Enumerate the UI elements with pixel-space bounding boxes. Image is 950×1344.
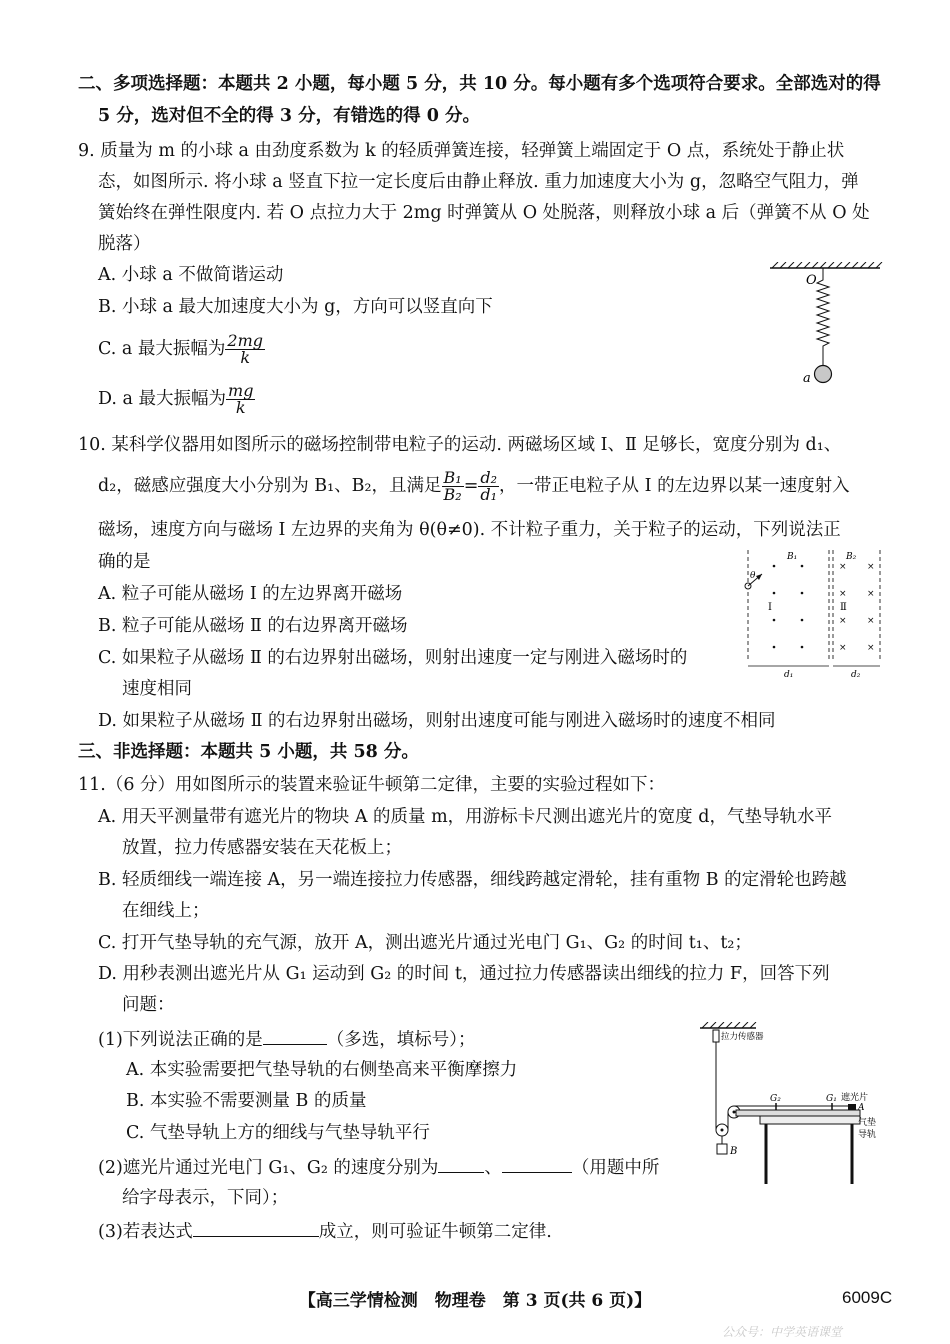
q11-step-d-line2: 问题： [122,995,175,1015]
q11-part2-text-b: （用题中所 [571,1158,660,1178]
q11-step-a-line2: 放置，拉力传感器安装在天花板上； [122,838,402,858]
table-top [760,1116,860,1124]
q11-step-a-line1: A. 用天平测量带有遮光片的物块 A 的质量 m，用游标卡尺测出遮光片的宽度 d，气垫导轨水平 [98,807,832,827]
page-footer: 【高三学情检测 物理卷 第 3 页(共 6 页)】 [298,1291,652,1311]
spring-coil [817,268,829,366]
q9-stem-line4: 脱落） [98,234,151,254]
q10-stem-line3: 磁场，速度方向与磁场 Ⅰ 左边界的夹角为 θ(θ≠0). 不计粒子重力，关于粒子的运动，下列说法正 [98,520,841,540]
q10-stem-line1: 10. 某科学仪器用如图所示的磁场控制带电粒子的运动. 两磁场区域 Ⅰ、Ⅱ 足够长，宽度分别为 d₁、 [78,435,842,455]
q9-option-c-fraction [225,333,265,366]
q11-part3-text-a: (3)若表达式 [98,1222,193,1242]
label-rail-1: 气垫 [858,1118,877,1128]
field1-dots [773,565,804,649]
q11-part1 [98,1026,476,1052]
q10-magnetic-field-figure [742,548,884,680]
watermark: 公众号：中学英语课堂 [722,1325,843,1339]
q11-step-c: C. 打开气垫导轨的充气源，放开 A，测出遮光片通过光电门 G₁、G₂ 的时间 t₁、t₂； [98,933,752,953]
svg-text:×: × [867,589,875,599]
q9-stem-line3: 簧始终在弹性限度内. 若 O 点拉力大于 2mg 时弹簧从 O 处脱落，则释放小球 a 后（弹簧不从 O 处 [98,203,870,223]
q11-part2-blank-2[interactable] [502,1154,572,1173]
q9-d-denominator: k [235,398,246,417]
ceiling-hatch [702,1022,756,1028]
q9-option-a: A. 小球 a 不做简谐运动 [98,265,284,285]
fig-label-o: O [806,273,817,288]
q9-c-numerator: 2mg [227,331,263,350]
q9-stem-line2: 态，如图所示. 将小球 a 竖直下拉一定长度后由静止释放. 重力加速度大小为 g，忽略空气阻力，弹 [98,172,859,192]
q10-stem-line2 [98,466,850,506]
section3-title: 三、非选择题：本题共 5 小题，共 58 分。 [78,742,419,762]
q10-option-c-line2: 速度相同 [122,679,192,699]
weight-b [717,1144,727,1154]
q9-option-c-label: C. a 最大振幅为 [98,339,226,359]
q9-option-b: B. 小球 a 最大加速度大小为 g，方向可以竖直向下 [98,297,493,317]
q9-option-d [98,383,255,416]
q10-fraction-d [478,470,499,503]
label-b1: B₁ [787,552,798,562]
q10-option-a: A. 粒子可能从磁场 Ⅰ 的左边界离开磁场 [98,584,403,604]
q10-fraction-b [442,470,464,503]
svg-text:×: × [867,616,875,626]
q11-air-track-figure [700,1022,886,1190]
q10-stem-line4: 确的是 [98,552,151,572]
q11-part3-text-b: 成立，则可验证牛顿第二定律. [318,1222,552,1242]
air-track [736,1110,860,1116]
frac-b1: B₁ [443,468,462,487]
block-a [848,1104,856,1110]
velocity-arrowhead [756,574,762,580]
q9-option-c [98,333,265,366]
fixed-pulley-axle [733,1111,736,1114]
q11-part2 [98,1154,659,1180]
label-force-sensor: 拉力传感器 [721,1032,764,1042]
q9-d-numerator: mg [228,381,254,400]
label-g2: G₂ [770,1094,781,1104]
section2-title-line2: 5 分，选对但不全的得 3 分，有错选的得 0 分。 [98,106,480,126]
q11-part2-text-a: (2)遮光片通过光电门 G₁、G₂ 的速度分别为 [98,1158,439,1178]
label-d2: d₂ [851,670,861,680]
q11-part2-separator: 、 [484,1158,502,1178]
svg-text:×: × [839,643,847,653]
q11-part1-blank[interactable] [263,1026,327,1045]
ball-a [815,366,832,383]
q11-part1-text-b: （多选，填标号）； [326,1030,476,1050]
q11-part3 [98,1218,552,1244]
q10-option-b: B. 粒子可能从磁场 Ⅱ 的右边界离开磁场 [98,616,408,636]
q10-equals: = [463,476,479,496]
q11-part1-text-a: (1)下列说法正确的是 [98,1030,263,1050]
frac-d2: d₂ [480,468,498,487]
q10-line2-text-b: ，一带正电粒子从 Ⅰ 的左边界以某一速度射入 [499,476,850,496]
label-b2: B₂ [846,552,857,562]
q11-step-b-line1: B. 轻质细线一端连接 A，另一端连接拉力传感器，细线跨越定滑轮，挂有重物 B 的定滑轮也跨越 [98,870,847,890]
q9-c-denominator: k [240,348,251,367]
label-g1: G₁ [826,1094,837,1104]
ceiling-hatch [772,262,882,268]
svg-text:×: × [839,589,847,599]
label-region-1: Ⅰ [768,602,772,613]
q9-option-d-label: D. a 最大振幅为 [98,389,227,409]
label-rail-2: 导轨 [858,1130,877,1140]
label-theta: θ [750,571,756,581]
q10-option-d: D. 如果粒子从磁场 Ⅱ 的右边界射出磁场，则射出速度可能与刚进入磁场时的速度不相同 [98,711,776,731]
svg-text:×: × [867,562,875,572]
q10-line2-text-a: d₂，磁感应强度大小分别为 B₁、B₂，且满足 [98,476,442,496]
label-d1: d₁ [784,670,794,680]
label-a: A [858,1103,865,1113]
q10-option-c-line1: C. 如果粒子从磁场 Ⅱ 的右边界射出磁场，则射出速度一定与刚进入磁场时的 [98,648,688,668]
svg-text:×: × [839,562,847,572]
frac-b2: B₂ [443,485,462,504]
q11-part2-line2: 给字母表示，下同）； [122,1188,289,1208]
movable-pulley-axle [721,1129,724,1132]
force-sensor [713,1030,719,1042]
q9-option-d-fraction [226,383,255,416]
q11-step-b-line2: 在细线上； [122,901,210,921]
svg-text:×: × [839,616,847,626]
frac-d1: d₁ [480,485,498,504]
q11-stem: 11.（6 分）用如图所示的装置来验证牛顿第二定律，主要的实验过程如下： [78,775,666,795]
label-shade: 遮光片 [841,1093,869,1103]
fig-label-a: a [803,371,811,386]
q11-part1-option-b: B. 本实验不需要测量 B 的质量 [126,1091,367,1111]
q9-spring-figure [766,262,884,390]
label-region-2: Ⅱ [840,602,847,613]
q11-part2-blank-1[interactable] [438,1154,484,1173]
q11-part1-option-c: C. 气垫导轨上方的细线与气垫导轨平行 [126,1123,430,1143]
q11-part1-option-a: A. 本实验需要把气垫导轨的右侧垫高来平衡摩擦力 [126,1060,518,1080]
q9-stem-line1: 9. 质量为 m 的小球 a 由劲度系数为 k 的轻质弹簧连接，轻弹簧上端固定于 O 点，系统处于静止状 [78,141,845,161]
label-b: B [730,1146,738,1157]
section2-title-line1: 二、多项选择题：本题共 2 小题，每小题 5 分，共 10 分。每小题有多个选项符合要求。全部选对的得 [78,74,881,94]
q11-part3-blank[interactable] [193,1218,319,1237]
q11-step-d-line1: D. 用秒表测出遮光片从 G₁ 运动到 G₂ 的时间 t，通过拉力传感器读出细线的拉力 F，回答下列 [98,964,830,984]
paper-code: 6009C [842,1288,893,1307]
svg-text:×: × [867,643,875,653]
